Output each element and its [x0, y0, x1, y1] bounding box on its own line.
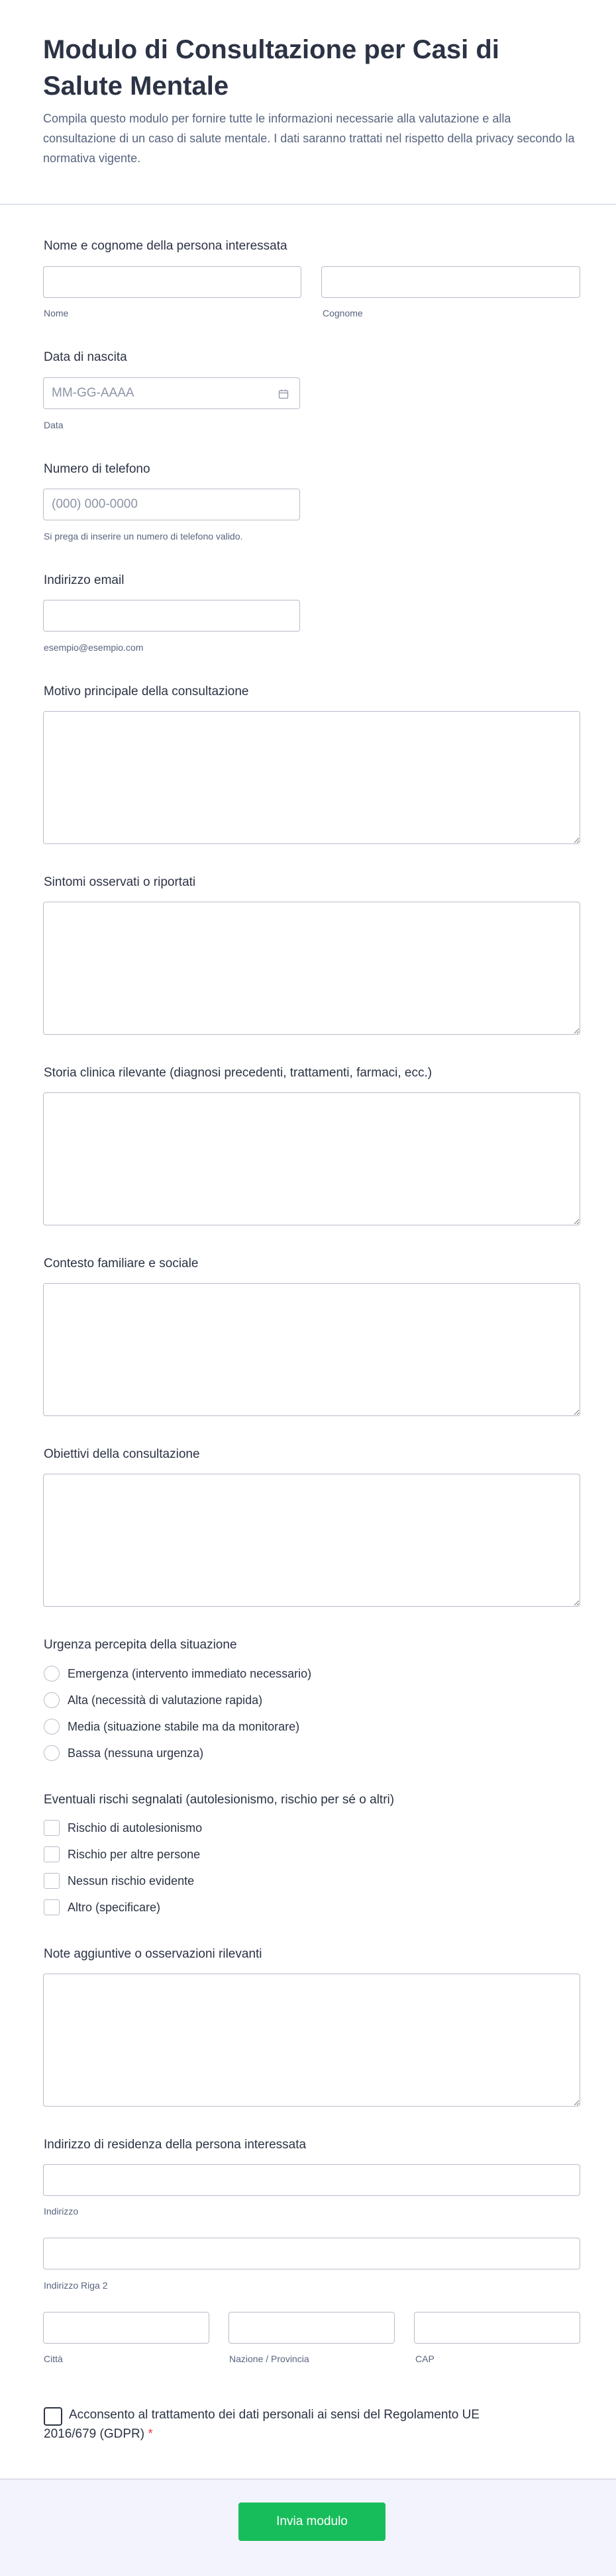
address-line2-sublabel: Indirizzo Riga 2 — [44, 2280, 108, 2291]
province-sublabel: Nazione / Provincia — [229, 2354, 309, 2364]
zip-sublabel: CAP — [415, 2354, 435, 2364]
zip-input[interactable] — [414, 2312, 580, 2344]
urgency-option-emergency[interactable] — [44, 1664, 311, 1683]
name-label: Nome e cognome della persona interessata — [44, 239, 287, 253]
last-name-sublabel: Cognome — [323, 308, 363, 318]
email-sublabel: esempio@esempio.com — [44, 642, 144, 653]
urgency-option-medium[interactable] — [44, 1717, 299, 1736]
consent-text: Acconsento al trattamento dei dati personali ai sensi del Regolamento UE 2016/679 (GDPR) — [44, 2408, 480, 2441]
urgency-option-high[interactable] — [44, 1691, 262, 1709]
form-header — [43, 32, 586, 168]
symptoms-textarea[interactable] — [43, 902, 580, 1035]
radio-button[interactable] — [44, 1666, 60, 1682]
address-line1-sublabel: Indirizzo — [44, 2206, 79, 2217]
radio-button[interactable] — [44, 1692, 60, 1708]
notes-textarea[interactable] — [43, 1974, 580, 2107]
checkbox[interactable] — [44, 1899, 60, 1915]
risk-option-others[interactable] — [44, 1845, 200, 1864]
history-label: Storia clinica rilevante (diagnosi precedenti, trattamenti, farmaci, ecc.) — [44, 1066, 433, 1080]
phone-input[interactable] — [43, 489, 300, 520]
risk-option-none[interactable] — [44, 1872, 194, 1890]
last-name-input[interactable] — [321, 266, 580, 298]
birthdate-label: Data di nascita — [44, 350, 127, 364]
email-label: Indirizzo email — [44, 573, 125, 587]
first-name-input[interactable] — [43, 266, 301, 298]
urgency-option-label: Emergenza (intervento immediato necessario) — [68, 1666, 312, 1680]
risk-option-other[interactable] — [44, 1898, 160, 1917]
goals-textarea[interactable] — [43, 1474, 580, 1607]
province-input[interactable] — [229, 2312, 395, 2344]
context-textarea[interactable] — [43, 1283, 580, 1416]
risk-option-label: Rischio di autolesionismo — [68, 1821, 203, 1835]
phone-label: Numero di telefono — [44, 462, 150, 476]
checkbox[interactable] — [44, 1820, 60, 1836]
city-input[interactable] — [43, 2312, 209, 2344]
checkbox[interactable] — [44, 1873, 60, 1889]
history-textarea[interactable] — [43, 1092, 580, 1225]
phone-sublabel: Si prega di inserire un numero di telefono valido. — [44, 531, 243, 542]
risk-option-label: Altro (specificare) — [68, 1900, 161, 1914]
notes-label: Note aggiuntive o osservazioni rilevanti — [44, 1947, 262, 1961]
first-name-sublabel: Nome — [44, 308, 69, 318]
city-sublabel: Città — [44, 2354, 63, 2364]
risk-option-self-harm[interactable] — [44, 1819, 202, 1837]
header-divider — [0, 204, 616, 205]
consent-field[interactable] — [44, 2405, 521, 2444]
risk-option-label: Rischio per altre persone — [68, 1847, 201, 1861]
radio-button[interactable] — [44, 1745, 60, 1761]
required-mark: * — [148, 2427, 153, 2441]
reason-label: Motivo principale della consultazione — [44, 685, 249, 698]
urgency-option-low[interactable] — [44, 1744, 203, 1762]
urgency-option-label: Alta (necessità di valutazione rapida) — [68, 1693, 263, 1707]
urgency-option-label: Media (situazione stabile ma da monitorare) — [68, 1719, 300, 1733]
birthdate-sublabel: Data — [44, 420, 64, 430]
risk-option-label: Nessun rischio evidente — [68, 1874, 195, 1887]
submit-button[interactable]: Invia modulo — [238, 2503, 385, 2541]
radio-button[interactable] — [44, 1719, 60, 1735]
checkbox[interactable] — [44, 1846, 60, 1862]
address-label: Indirizzo di residenza della persona interessata — [44, 2138, 307, 2152]
form-title: Modulo di Consultazione per Casi di Salute Mentale — [43, 35, 499, 101]
risks-label: Eventuali rischi segnalati (autolesionismo, rischio per sé o altri) — [44, 1793, 395, 1807]
email-input[interactable] — [43, 600, 300, 632]
address-line1-input[interactable] — [43, 2164, 580, 2196]
urgency-label: Urgenza percepita della situazione — [44, 1638, 237, 1652]
context-label: Contesto familiare e sociale — [44, 1257, 199, 1270]
goals-label: Obiettivi della consultazione — [44, 1447, 200, 1461]
birthdate-input[interactable] — [43, 377, 300, 409]
form-subtitle: Compila questo modulo per fornire tutte le informazioni necessarie alla valutazione e alla consultazione di un caso di salute mentale. I dati saranno trattati nel rispetto della privacy secondo la normativa vigente. — [43, 112, 575, 165]
urgency-option-label: Bassa (nessuna urgenza) — [68, 1746, 204, 1760]
form-footer — [0, 2479, 616, 2576]
consent-checkbox[interactable] — [44, 2407, 62, 2426]
symptoms-label: Sintomi osservati o riportati — [44, 875, 196, 889]
consent-label — [44, 2405, 521, 2444]
calendar-icon[interactable] — [278, 389, 289, 399]
address-line2-input[interactable] — [43, 2238, 580, 2269]
reason-textarea[interactable] — [43, 711, 580, 844]
